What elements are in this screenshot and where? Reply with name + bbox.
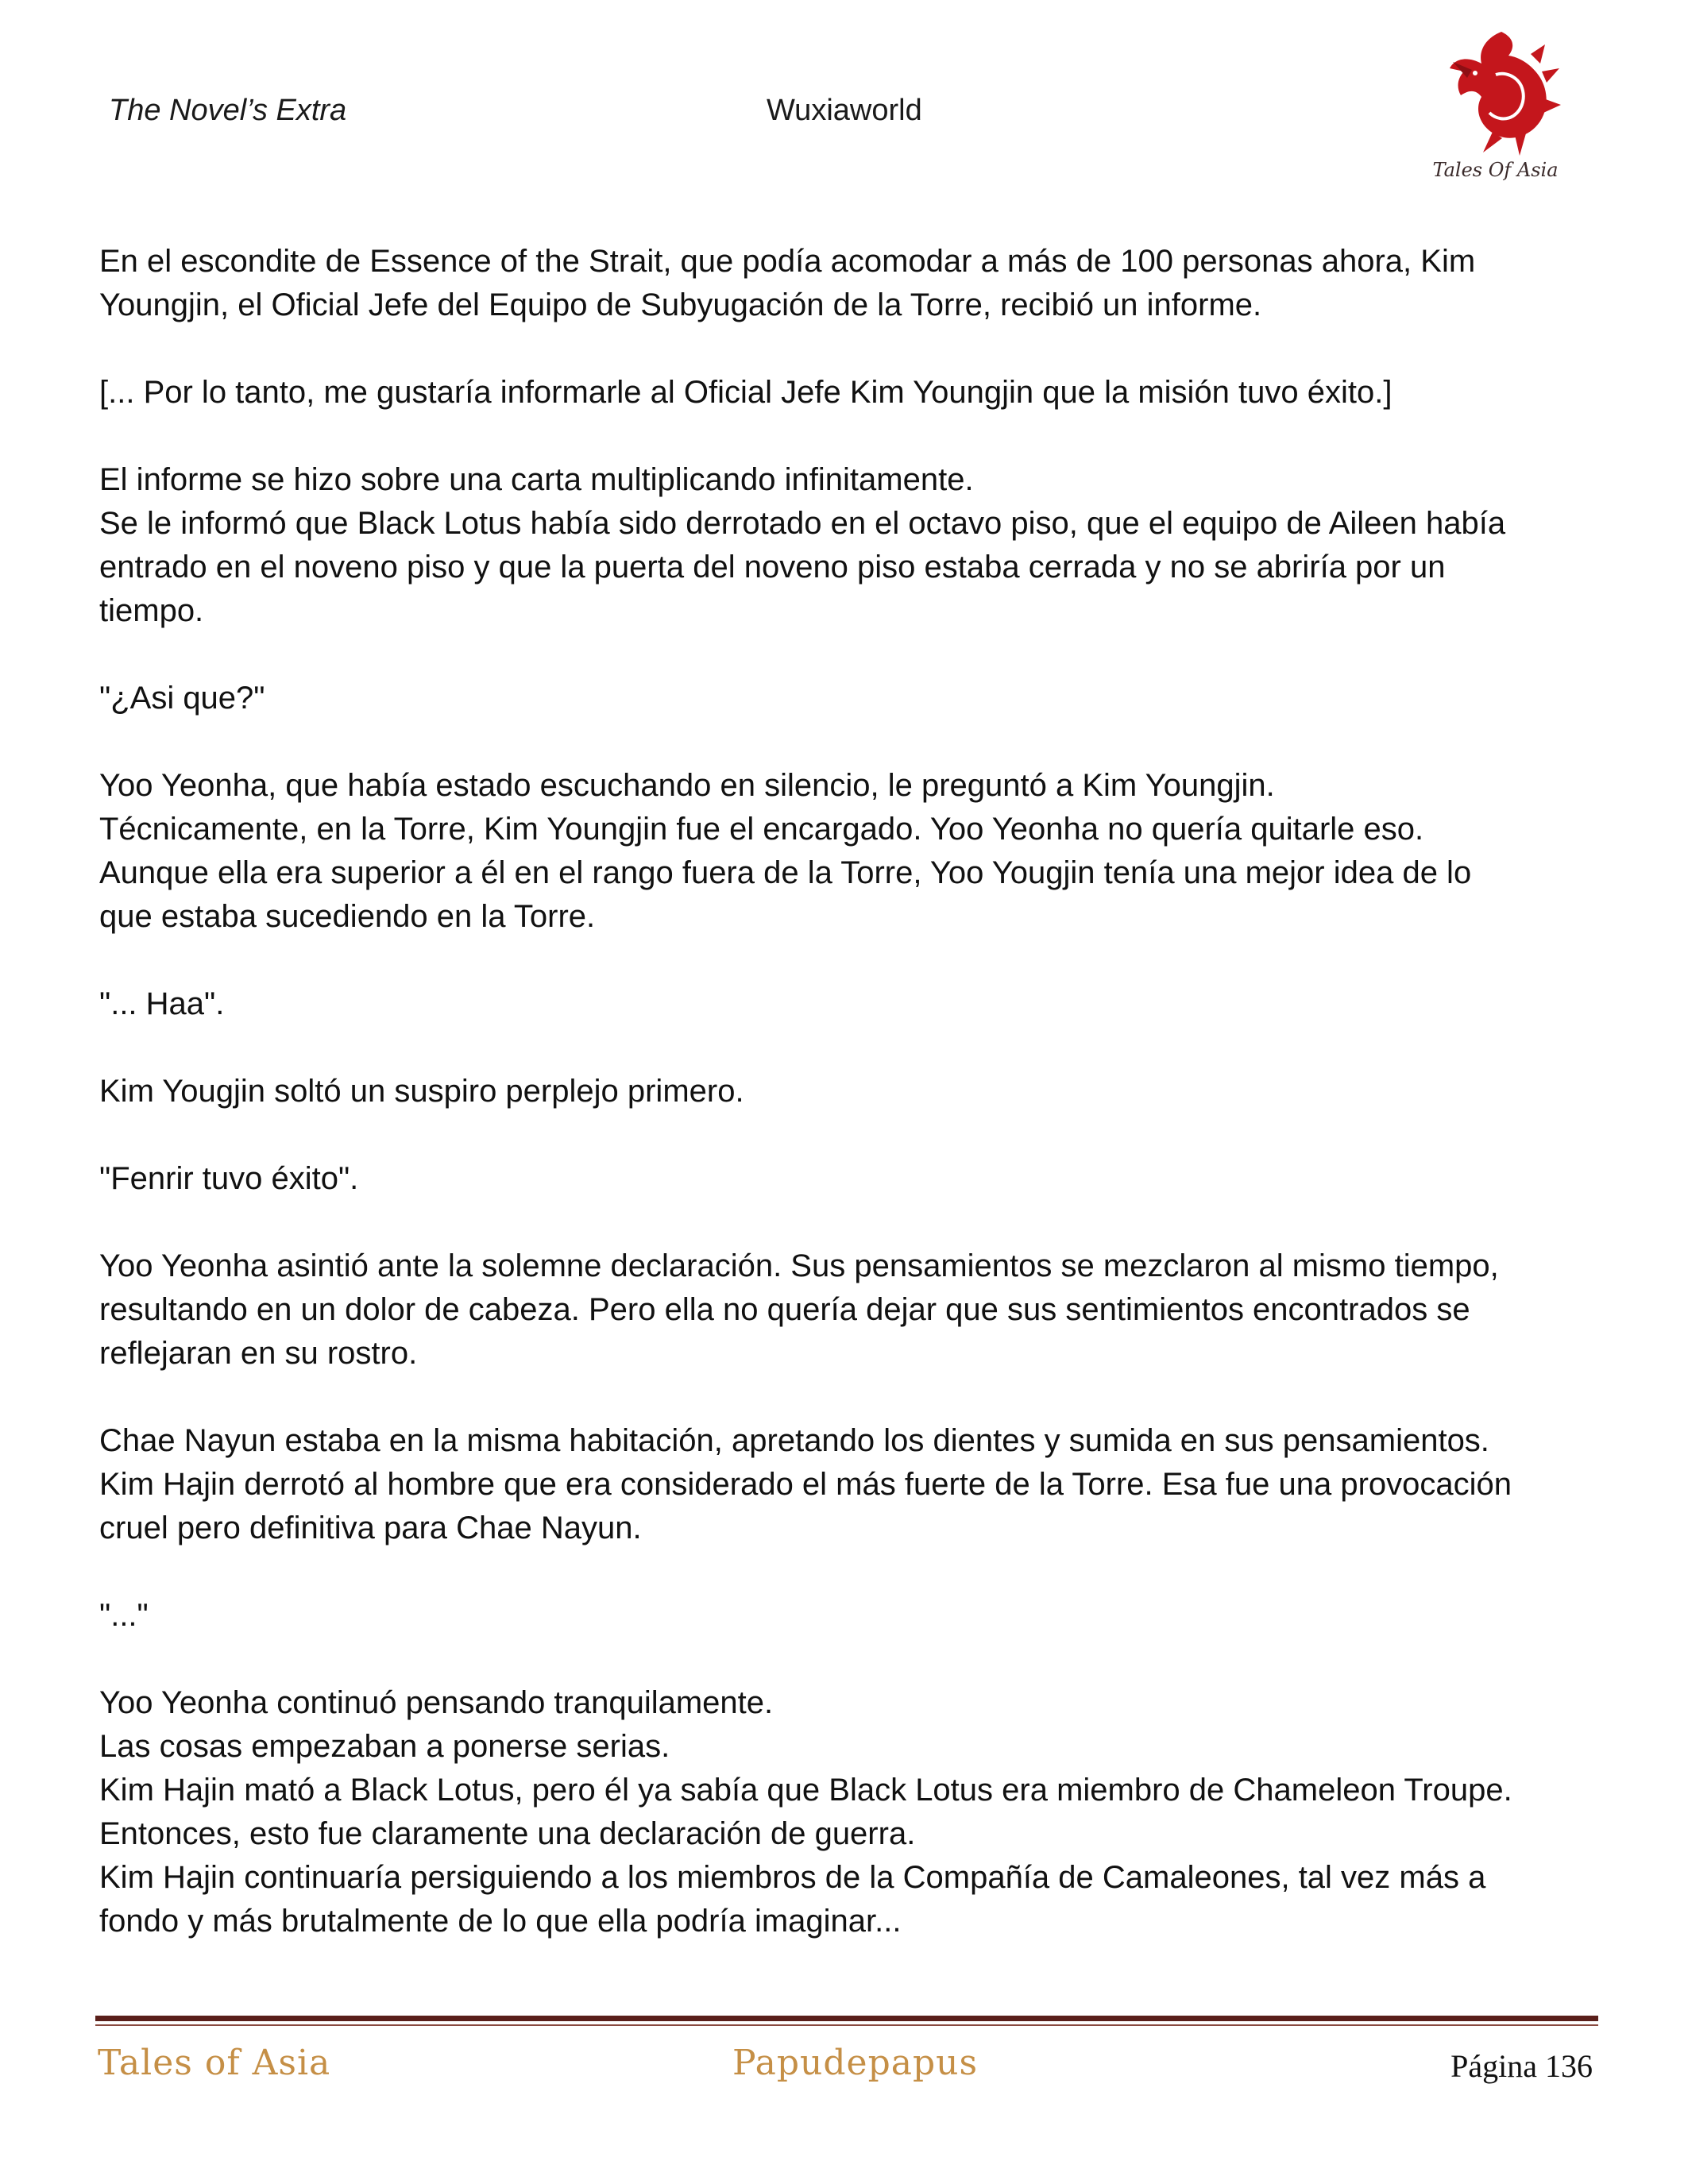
text-line: Yoo Yeonha continuó pensando tranquilamente. xyxy=(99,1685,774,1720)
paragraph xyxy=(99,1070,1593,1113)
paragraph xyxy=(99,1157,1593,1201)
text-line: Yoo Yeonha, que había estado escuchando en silencio, le preguntó a Kim Youngjin. xyxy=(99,768,1275,803)
paragraph xyxy=(99,371,1593,415)
paragraph xyxy=(99,1244,1593,1376)
text-line: "¿Asi que?" xyxy=(99,681,265,716)
paragraph xyxy=(99,1681,1593,1943)
paragraph xyxy=(99,764,1593,939)
text-line: Se le informó que Black Lotus había sido derrotado en el octavo piso, que el equipo de Aileen había xyxy=(99,506,1506,541)
book-title: The Novel’s Extra xyxy=(109,94,347,127)
red-dragon-logo-icon xyxy=(1426,22,1565,161)
text-line: "..." xyxy=(99,1598,149,1633)
text-line: Kim Hajin mató a Black Lotus, pero él ya sabía que Black Lotus era miembro de Chameleon Troupe. xyxy=(99,1773,1512,1808)
text-line: Las cosas empezaban a ponerse serias. xyxy=(99,1729,670,1764)
text-line: Entonces, esto fue claramente una declaración de guerra. xyxy=(99,1816,916,1851)
text-line: Técnicamente, en la Torre, Kim Youngjin fue el encargado. Yoo Yeonha no quería quitarle eso. xyxy=(99,812,1424,847)
paragraph xyxy=(99,1594,1593,1638)
text-line: Chae Nayun estaba en la misma habitación, apretando los dientes y sumida en sus pensamientos. xyxy=(99,1423,1489,1458)
text-line: entrado en el noveno piso y que la puerta del noveno piso estaba cerrada y no se abriría por un xyxy=(99,550,1446,585)
text-line: tiempo. xyxy=(99,593,204,628)
text-line: Kim Hajin derrotó al hombre que era considerado el más fuerte de la Torre. Esa fue una provocación xyxy=(99,1467,1512,1502)
logo-text: Tales Of Asia xyxy=(1432,159,1559,181)
paragraph xyxy=(99,240,1593,327)
footer-rule xyxy=(95,2016,1598,2026)
text-line: reflejaran en su rostro. xyxy=(99,1336,418,1371)
text-line: resultando en un dolor de cabeza. Pero ella no quería dejar que sus sentimientos encontrados se xyxy=(99,1292,1470,1327)
text-line: cruel pero definitiva para Chae Nayun. xyxy=(99,1511,642,1545)
text-line: Yoo Yeonha asintió ante la solemne declaración. Sus pensamientos se mezclaron al mismo tiempo, xyxy=(99,1248,1499,1283)
text-line: Aunque ella era superior a él en el rango fuera de la Torre, Yoo Yougjin tenía una mejor idea de lo xyxy=(99,855,1472,890)
text-line: Kim Hajin continuaría persiguiendo a los miembros de la Compañía de Camaleones, tal vez más a xyxy=(99,1860,1486,1895)
footer-rule-thick xyxy=(95,2016,1598,2021)
text-line: "... Haa". xyxy=(99,986,225,1021)
paragraph xyxy=(99,677,1593,720)
chapter-body xyxy=(99,240,1593,1943)
paragraph xyxy=(99,982,1593,1026)
text-line: fondo y más brutalmente de lo que ella podría imaginar... xyxy=(99,1904,902,1939)
footer-rule-thin xyxy=(95,2024,1598,2026)
page-number: Página 136 xyxy=(1450,2048,1593,2084)
footer-translator: Papudepapus xyxy=(732,2043,979,2083)
page-header xyxy=(0,0,1688,206)
text-line: Kim Yougjin soltó un suspiro perplejo primero. xyxy=(99,1074,744,1109)
site-name: Wuxiaworld xyxy=(767,94,922,127)
text-line: Youngjin, el Oficial Jefe del Equipo de Subyugación de la Torre, recibió un informe. xyxy=(99,287,1262,322)
text-line: [... Por lo tanto, me gustaría informarle al Oficial Jefe Kim Youngjin que la misión tuvo éxito.] xyxy=(99,375,1393,410)
text-line: En el escondite de Essence of the Strait, que podía acomodar a más de 100 personas ahora, Kim xyxy=(99,244,1476,279)
tales-of-asia-logo xyxy=(1426,22,1565,189)
text-line: "Fenrir tuvo éxito". xyxy=(99,1161,359,1196)
text-line: que estaba sucediendo en la Torre. xyxy=(99,899,596,934)
paragraph xyxy=(99,1419,1593,1550)
footer-left-text: Tales of Asia xyxy=(98,2043,331,2083)
paragraph xyxy=(99,458,1593,633)
text-line: El informe se hizo sobre una carta multiplicando infinitamente. xyxy=(99,462,974,497)
